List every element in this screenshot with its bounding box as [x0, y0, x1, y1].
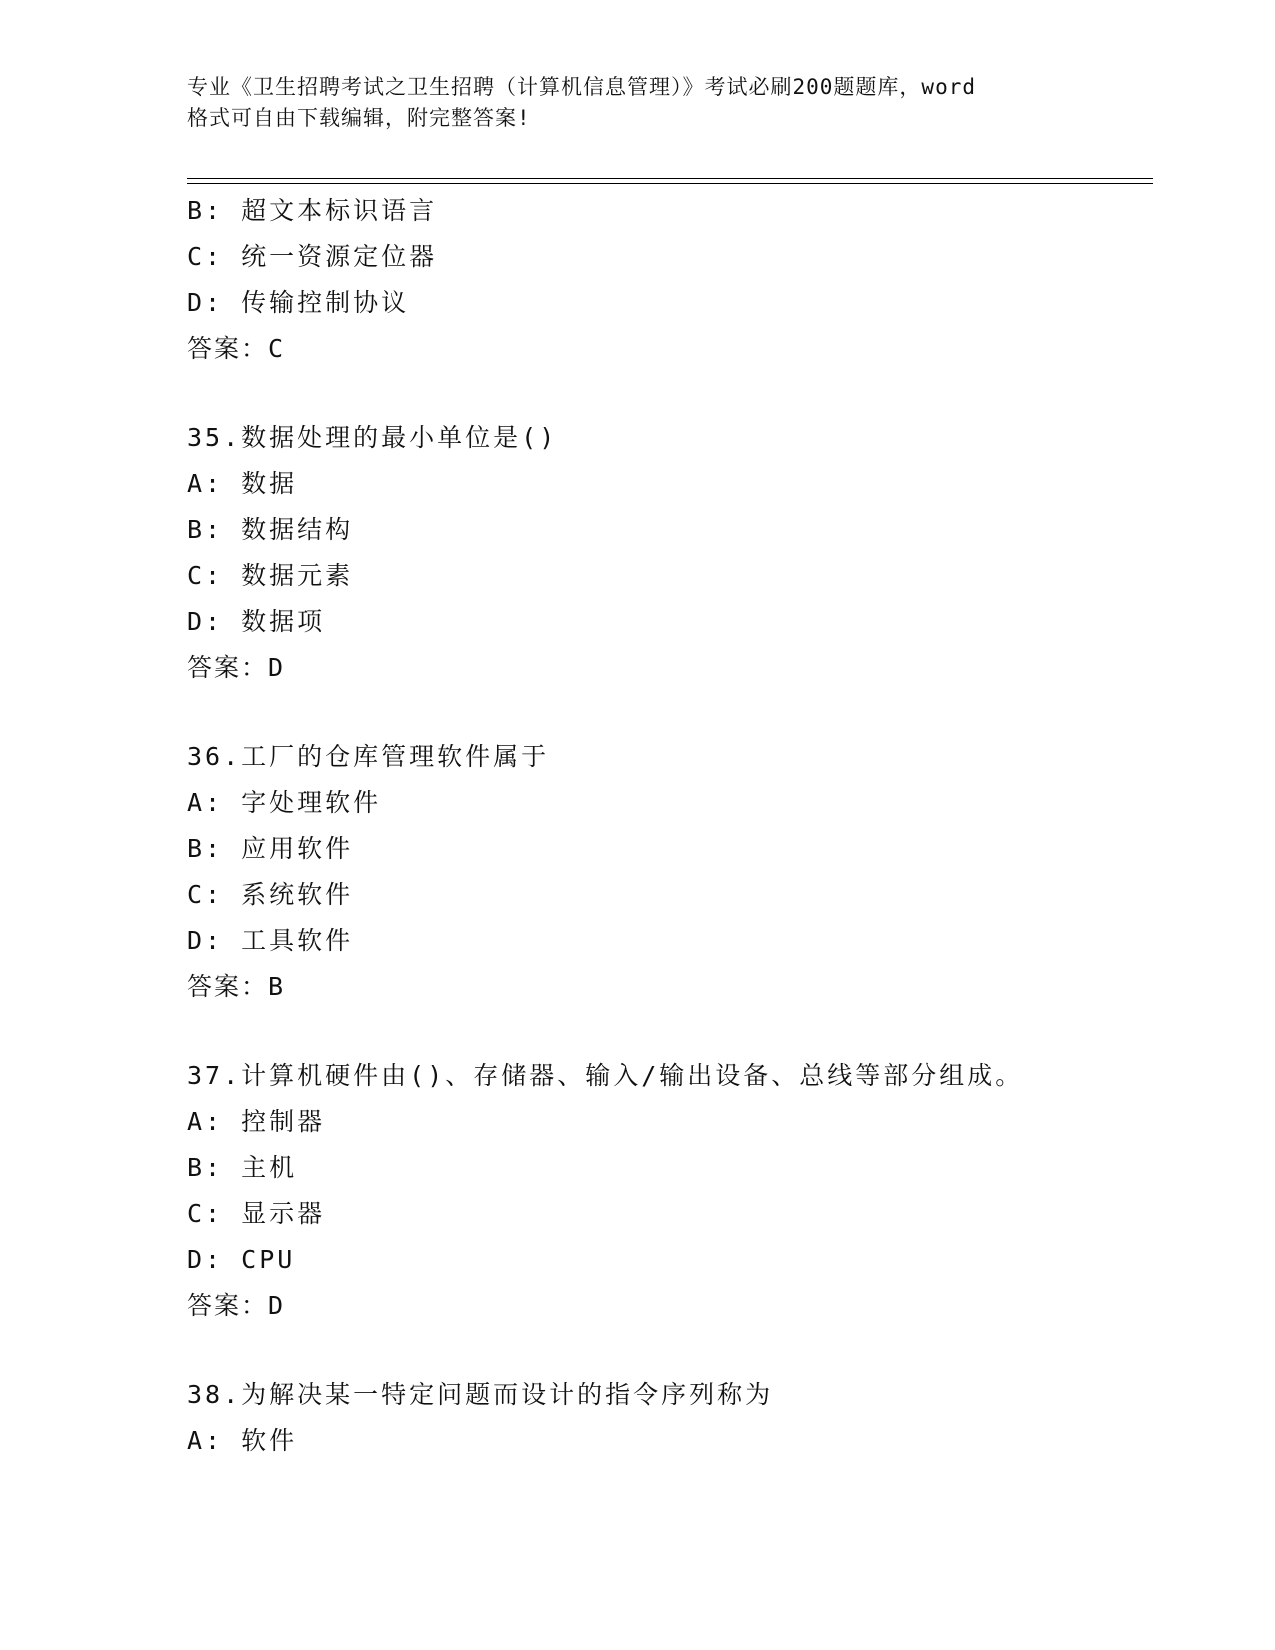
question-text: 38.为解决某一特定问题而设计的指令序列称为 — [187, 1380, 774, 1409]
answer-label: 答案： — [187, 972, 269, 1001]
answer-line — [187, 645, 1147, 691]
question-text: 37.计算机硬件由()、存储器、输入/输出设备、总线等部分组成。 — [187, 1061, 1024, 1090]
option-b: B: 超文本标识语言 — [187, 196, 438, 225]
answer-value: B — [268, 972, 284, 1001]
option-c: C: 显示器 — [187, 1199, 326, 1228]
option-a: A: 数据 — [187, 469, 298, 498]
header-divider-bottom — [187, 183, 1153, 184]
option-b: B: 数据结构 — [187, 515, 354, 544]
option-c: C: 统一资源定位器 — [187, 242, 438, 271]
option-b: B: 主机 — [187, 1153, 298, 1182]
option-d: D: 数据项 — [187, 607, 326, 636]
option-d: D: 传输控制协议 — [187, 288, 410, 317]
question-block-36 — [187, 734, 1147, 1010]
answer-label: 答案： — [187, 1291, 269, 1320]
question-block-38 — [187, 1372, 1147, 1464]
header-title-line-2: 格式可自由下载编辑，附完整答案! — [187, 106, 531, 130]
option-d: D: 工具软件 — [187, 926, 354, 955]
answer-line — [187, 964, 1147, 1010]
answer-label: 答案： — [187, 334, 269, 363]
question-block-37 — [187, 1053, 1147, 1329]
option-c: C: 数据元素 — [187, 561, 354, 590]
option-a: A: 控制器 — [187, 1107, 326, 1136]
option-a: A: 字处理软件 — [187, 788, 382, 817]
question-text: 35.数据处理的最小单位是() — [187, 423, 558, 452]
option-a: A: 软件 — [187, 1426, 298, 1455]
question-text: 36.工厂的仓库管理软件属于 — [187, 742, 550, 771]
question-list — [187, 188, 1147, 1464]
answer-line — [187, 326, 1147, 372]
question-block-34 — [187, 188, 1147, 372]
header-divider-top — [187, 178, 1153, 179]
option-c: C: 系统软件 — [187, 880, 354, 909]
header-title-line-1: 专业《卫生招聘考试之卫生招聘（计算机信息管理）》考试必刷200题题库，word — [187, 75, 976, 99]
answer-value: C — [268, 334, 284, 363]
answer-value: D — [268, 1291, 284, 1320]
question-block-35 — [187, 415, 1147, 691]
answer-line — [187, 1283, 1147, 1329]
option-b: B: 应用软件 — [187, 834, 354, 863]
answer-value: D — [268, 653, 284, 682]
option-d: D: CPU — [187, 1245, 296, 1274]
document-header — [187, 72, 1087, 134]
answer-label: 答案： — [187, 653, 269, 682]
